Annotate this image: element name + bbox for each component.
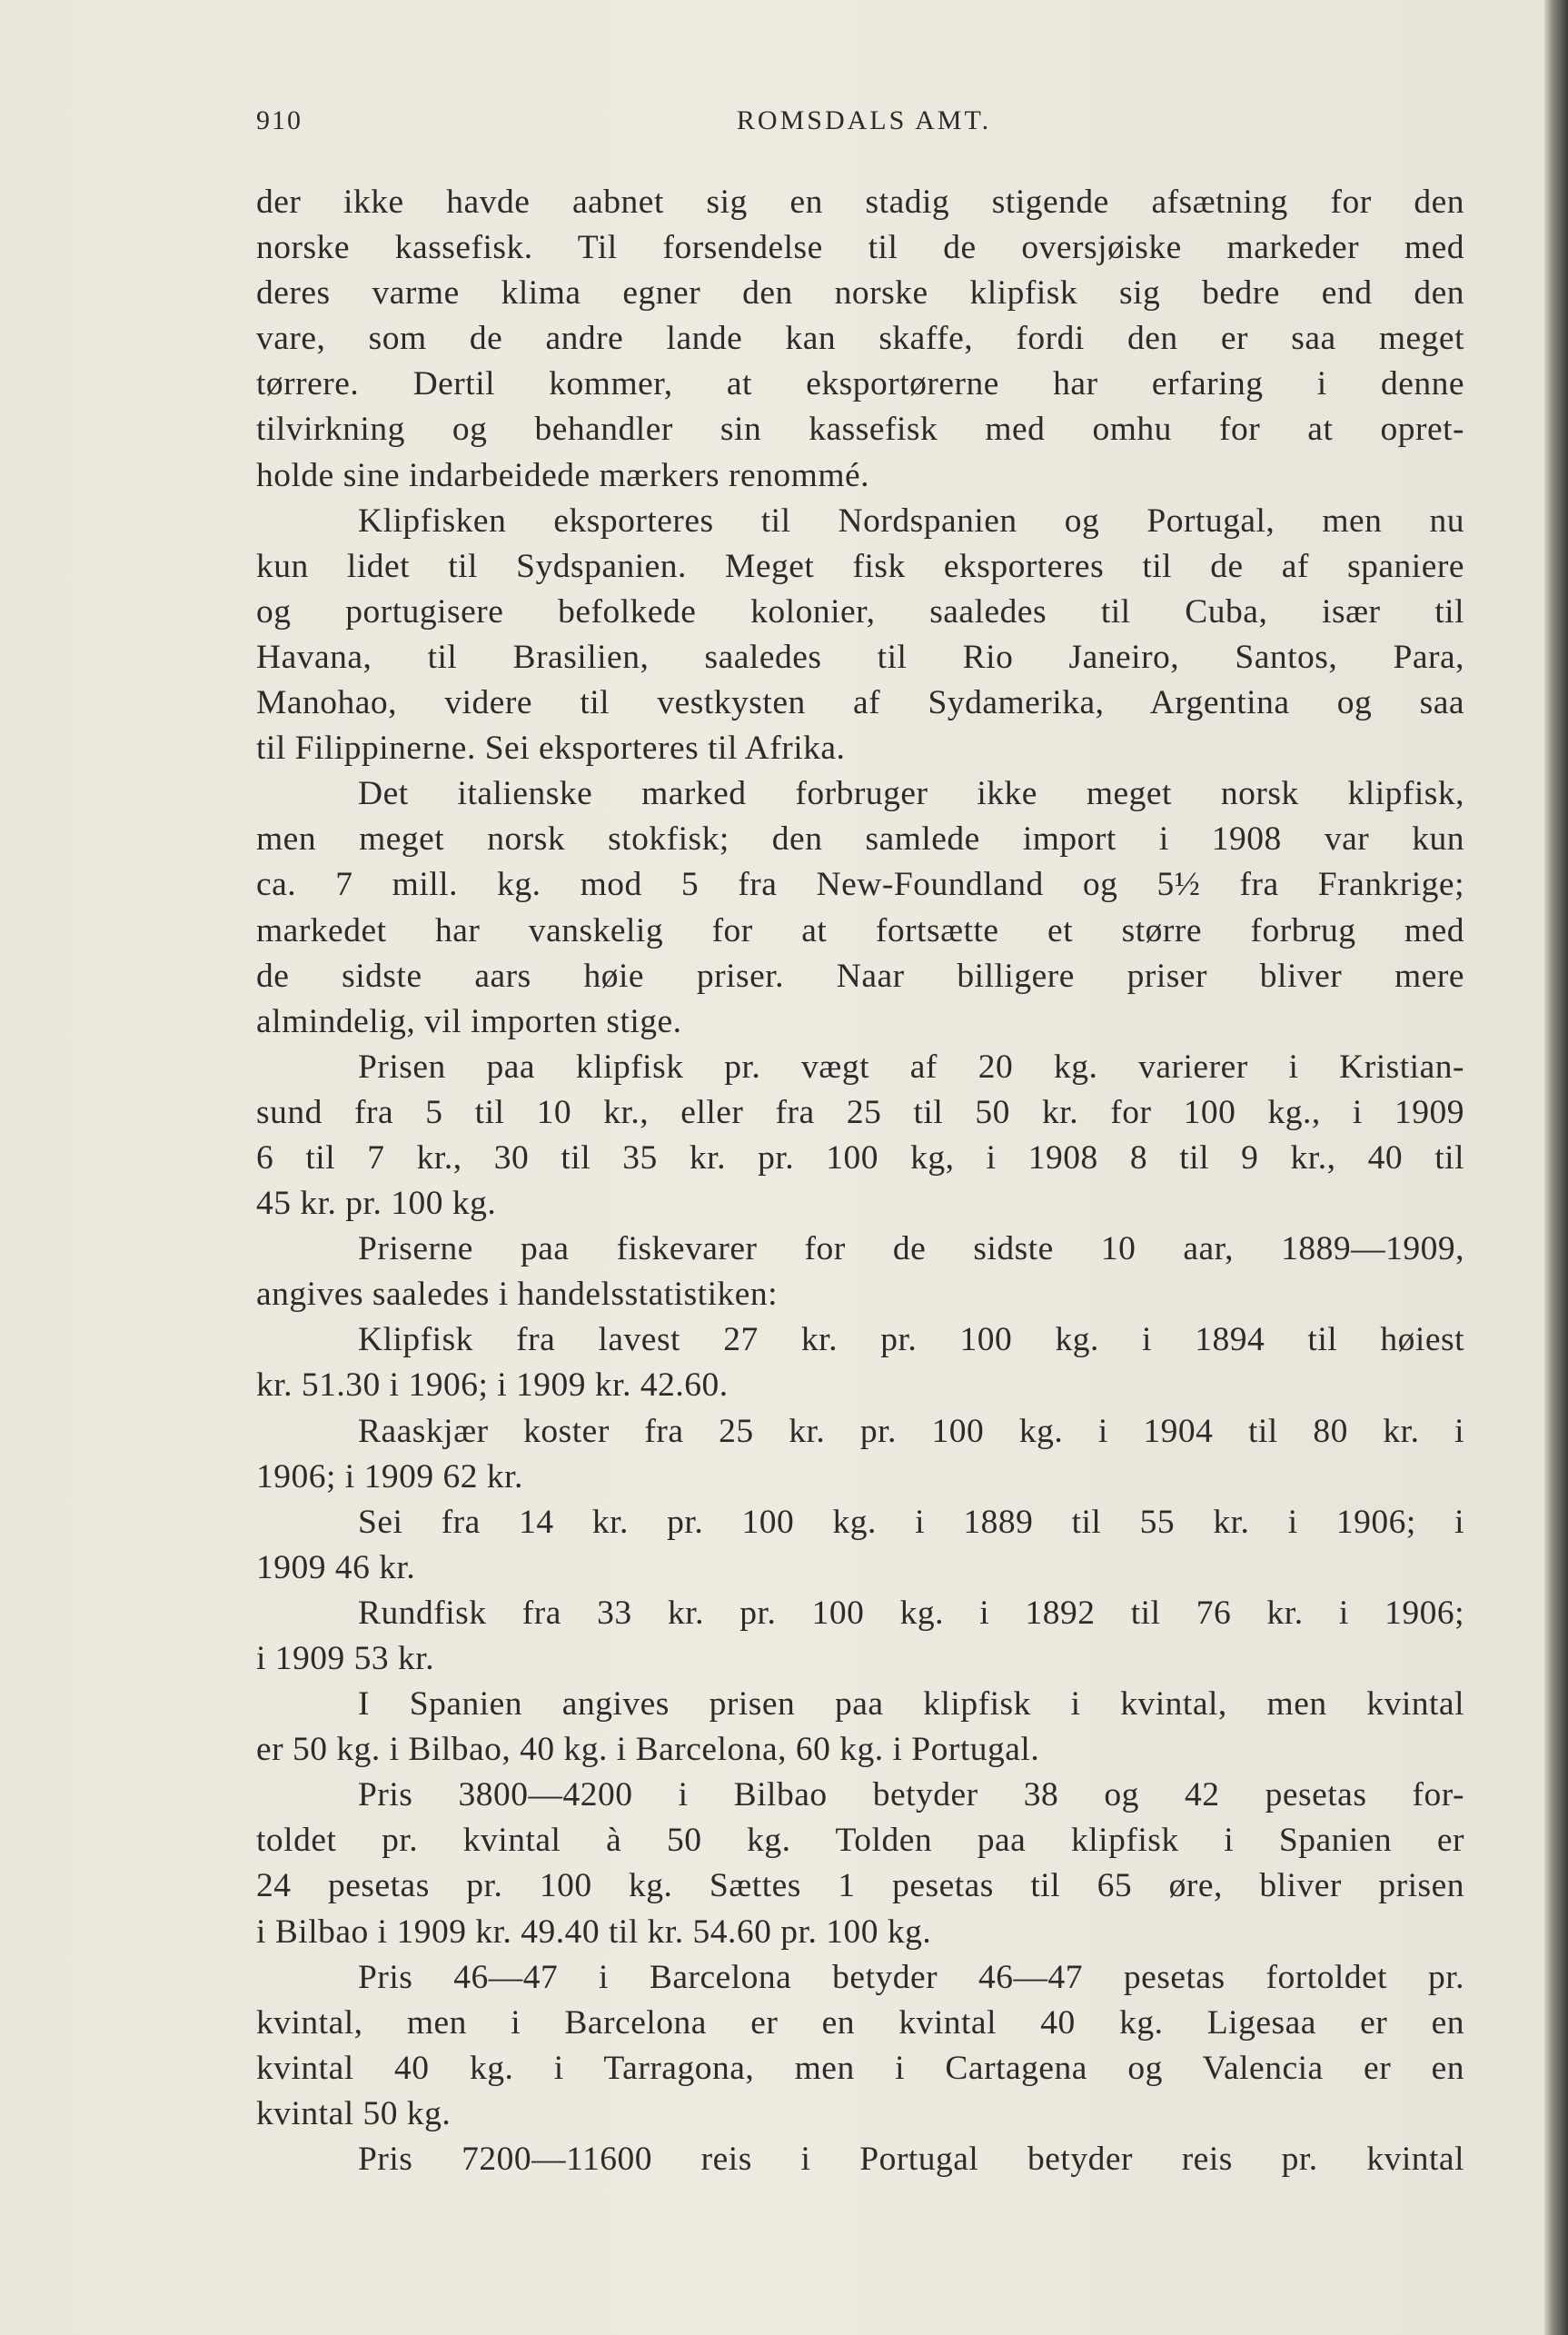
text-line: Havana, til Brasilien, saaledes til Rio Janeiro, Santos, Para, (256, 638, 1464, 676)
text-line: men meget norsk stokfisk; den samlede import i 1908 var kun (256, 820, 1464, 859)
text-line: Pris 46—47 i Barcelona betyder 46—47 pesetas fortoldet pr. (358, 1958, 1464, 1996)
paragraph (256, 180, 1464, 499)
paragraph (256, 1227, 1464, 1317)
paragraph (256, 1955, 1464, 2137)
text-line: Raaskjær koster fra 25 kr. pr. 100 kg. i 1904 til 80 kr. i (358, 1412, 1464, 1450)
paragraph (256, 1773, 1464, 1954)
text-line: er 50 kg. i Bilbao, 40 kg. i Barcelona, 60 kg. i Portugal. (256, 1731, 1040, 1769)
text-line: kr. 51.30 i 1906; i 1909 kr. 42.60. (256, 1366, 729, 1405)
text-line: kvintal 50 kg. (256, 2094, 452, 2132)
page-number: 910 (256, 105, 303, 135)
page-edge-shadow (1544, 0, 1568, 2335)
paragraph (256, 1409, 1464, 1500)
text-line: Klipfisken eksporteres til Nordspanien og Portugal, men nu (358, 502, 1464, 540)
text-line: der ikke havde aabnet sig en stadig stigende afsætning for den (256, 184, 1464, 221)
text-line: 1909 46 kr. (256, 1548, 416, 1586)
text-line: toldet pr. kvintal à 50 kg. Tolden paa klipfisk i Spanien er (256, 1822, 1464, 1860)
running-title: ROMSDALS AMT. (736, 105, 992, 135)
paragraph (256, 1500, 1464, 1591)
text-line: 24 pesetas pr. 100 kg. Sættes 1 pesetas til 65 øre, bliver prisen (256, 1867, 1464, 1905)
text-line: I Spanien angives prisen paa klipfisk i kvintal, men kvintal (358, 1685, 1464, 1724)
text-line: Priserne paa fiskevarer for de sidste 10 aar, 1889—1909, (358, 1230, 1464, 1268)
paragraph (256, 2137, 1464, 2182)
text-line: kvintal 40 kg. i Tarragona, men i Cartagena og Valencia er en (256, 2049, 1464, 2087)
text-line: i 1909 53 kr. (256, 1640, 435, 1677)
paragraph (256, 1317, 1464, 1408)
text-line: Pris 3800—4200 i Bilbao betyder 38 og 42 pesetas for- (358, 1776, 1464, 1814)
text-line: Det italienske marked forbruger ikke meget norsk klipfisk, (358, 775, 1464, 813)
text-line: Prisen paa klipfisk pr. vægt af 20 kg. varierer i Kristian- (358, 1048, 1464, 1086)
text-line: Manohao, videre til vestkysten af Sydamerika, Argentina og saa (256, 684, 1464, 722)
text-line: almindelig, vil importen stige. (256, 1002, 682, 1040)
text-line: kvintal, men i Barcelona er en kvintal 40 kg. Ligesaa er en (256, 2003, 1464, 2042)
text-line: ca. 7 mill. kg. mod 5 fra New-Foundland og 5½ fra Frankrige; (256, 866, 1464, 904)
paragraph (256, 1682, 1464, 1773)
text-line: holde sine indarbeidede mærkers renommé. (256, 456, 870, 494)
text-line: deres varme klima egner den norske klipfisk sig bedre end den (256, 274, 1464, 313)
paragraph (256, 499, 1464, 772)
body-text (256, 180, 1464, 2182)
text-line: norske kassefisk. Til forsendelse til de oversjøiske markeder med (256, 229, 1464, 267)
text-line: vare, som de andre lande kan skaffe, fordi den er saa meget (256, 320, 1464, 358)
text-line: Klipfisk fra lavest 27 kr. pr. 100 kg. i 1894 til høiest (358, 1321, 1464, 1359)
text-line: til Filippinerne. Sei eksporteres til Afrika. (256, 730, 846, 768)
paragraph (256, 1591, 1464, 1682)
text-line: angives saaledes i handelsstatistiken: (256, 1276, 779, 1314)
text-line: i Bilbao i 1909 kr. 49.40 til kr. 54.60 pr. 100 kg. (256, 1913, 932, 1951)
text-line: 6 til 7 kr., 30 til 35 kr. pr. 100 kg, i 1908 8 til 9 kr., 40 til (256, 1138, 1464, 1177)
text-line: 1906; i 1909 62 kr. (256, 1457, 523, 1495)
text-line: Sei fra 14 kr. pr. 100 kg. i 1889 til 55 kr. i 1906; i (358, 1503, 1464, 1541)
text-line: 45 kr. pr. 100 kg. (256, 1185, 497, 1223)
text-line: sund fra 5 til 10 kr., eller fra 25 til 50 kr. for 100 kg., i 1909 (256, 1093, 1464, 1131)
text-line: markedet har vanskelig for at fortsætte et større forbrug med (256, 911, 1464, 949)
page-header (256, 105, 1472, 151)
text-line: Rundfisk fra 33 kr. pr. 100 kg. i 1892 til 76 kr. i 1906; (358, 1594, 1464, 1632)
text-line: tørrere. Dertil kommer, at eksportørerne har erfaring i denne (256, 365, 1464, 403)
text-line: Pris 7200—11600 reis i Portugal betyder reis pr. kvintal (358, 2141, 1464, 2179)
text-line: tilvirkning og behandler sin kassefisk med omhu for at opret- (256, 411, 1464, 449)
paragraph (256, 771, 1464, 1045)
text-line: og portugisere befolkede kolonier, saaledes til Cuba, især til (256, 592, 1464, 631)
paragraph (256, 1045, 1464, 1227)
text-line: kun lidet til Sydspanien. Meget fisk eksporteres til de af spaniere (256, 547, 1464, 585)
text-line: de sidste aars høie priser. Naar billigere priser bliver mere (256, 957, 1464, 995)
